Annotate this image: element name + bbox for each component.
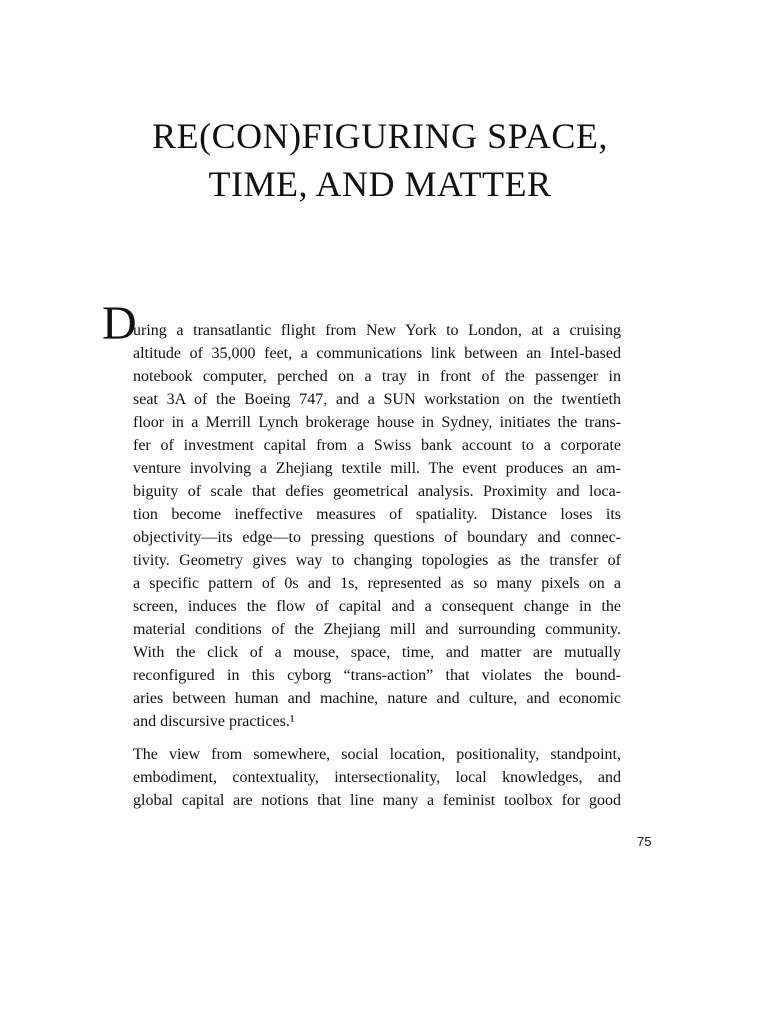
paragraph-1-line: tion become ineffective measures of spatiality. Distance loses its <box>133 506 621 523</box>
paragraph-1-line: altitude of 35,000 feet, a communications link between an Intel-based <box>133 345 621 362</box>
paragraph-1-line: biguity of scale that defies geometrical analysis. Proximity and loca- <box>133 483 621 500</box>
paragraph-1-line: With the click of a mouse, space, time, and matter are mutually <box>133 644 621 661</box>
paragraph-1-line: venture involving a Zhejiang textile mill. The event produces an am- <box>133 460 621 477</box>
paragraph-1-line: reconfigured in this cyborg “trans-action” that violates the bound- <box>133 667 621 684</box>
paragraph-1-line: a specific pattern of 0s and 1s, represented as so many pixels on a <box>133 575 621 592</box>
paragraph-1-line: fer of investment capital from a Swiss bank account to a corporate <box>133 437 621 454</box>
paragraph-1-line: floor in a Merrill Lynch brokerage house in Sydney, initiates the trans- <box>133 414 621 431</box>
drop-cap: D <box>102 297 137 350</box>
paragraph-1-line: notebook computer, perched on a tray in front of the passenger in <box>133 368 621 385</box>
chapter-title <box>100 112 660 208</box>
chapter-title-line-1: RE(CON)FIGURING SPACE, <box>152 116 608 156</box>
paragraph-1-line: material conditions of the Zhejiang mill and surrounding community. <box>133 621 621 638</box>
page-number: 75 <box>637 834 652 849</box>
paragraph-1-line: uring a transatlantic flight from New York to London, at a cruising <box>133 322 621 339</box>
paragraph-1-line: tivity. Geometry gives way to changing topologies as the transfer of <box>133 552 621 569</box>
paragraph-1-line: seat 3A of the Boeing 747, and a SUN workstation on the twentieth <box>133 391 621 408</box>
paragraph-2-line: The view from somewhere, social location, positionality, standpoint, <box>133 746 621 763</box>
paragraph-1-line: objectivity—its edge—to pressing questions of boundary and connec- <box>133 529 621 546</box>
paragraph-1 <box>133 319 621 733</box>
chapter-title-line-2: TIME, AND MATTER <box>208 164 552 204</box>
paragraph-2 <box>133 743 621 812</box>
paragraph-2-line: embodiment, contextuality, intersectionality, local knowledges, and <box>133 769 621 786</box>
paragraph-1-line: screen, induces the flow of capital and a consequent change in the <box>133 598 621 615</box>
paragraph-1-line: and discursive practices.¹ <box>133 713 295 730</box>
paragraph-2-line: global capital are notions that line many a feminist toolbox for good <box>133 792 621 809</box>
paragraph-1-line: aries between human and machine, nature and culture, and economic <box>133 690 621 707</box>
